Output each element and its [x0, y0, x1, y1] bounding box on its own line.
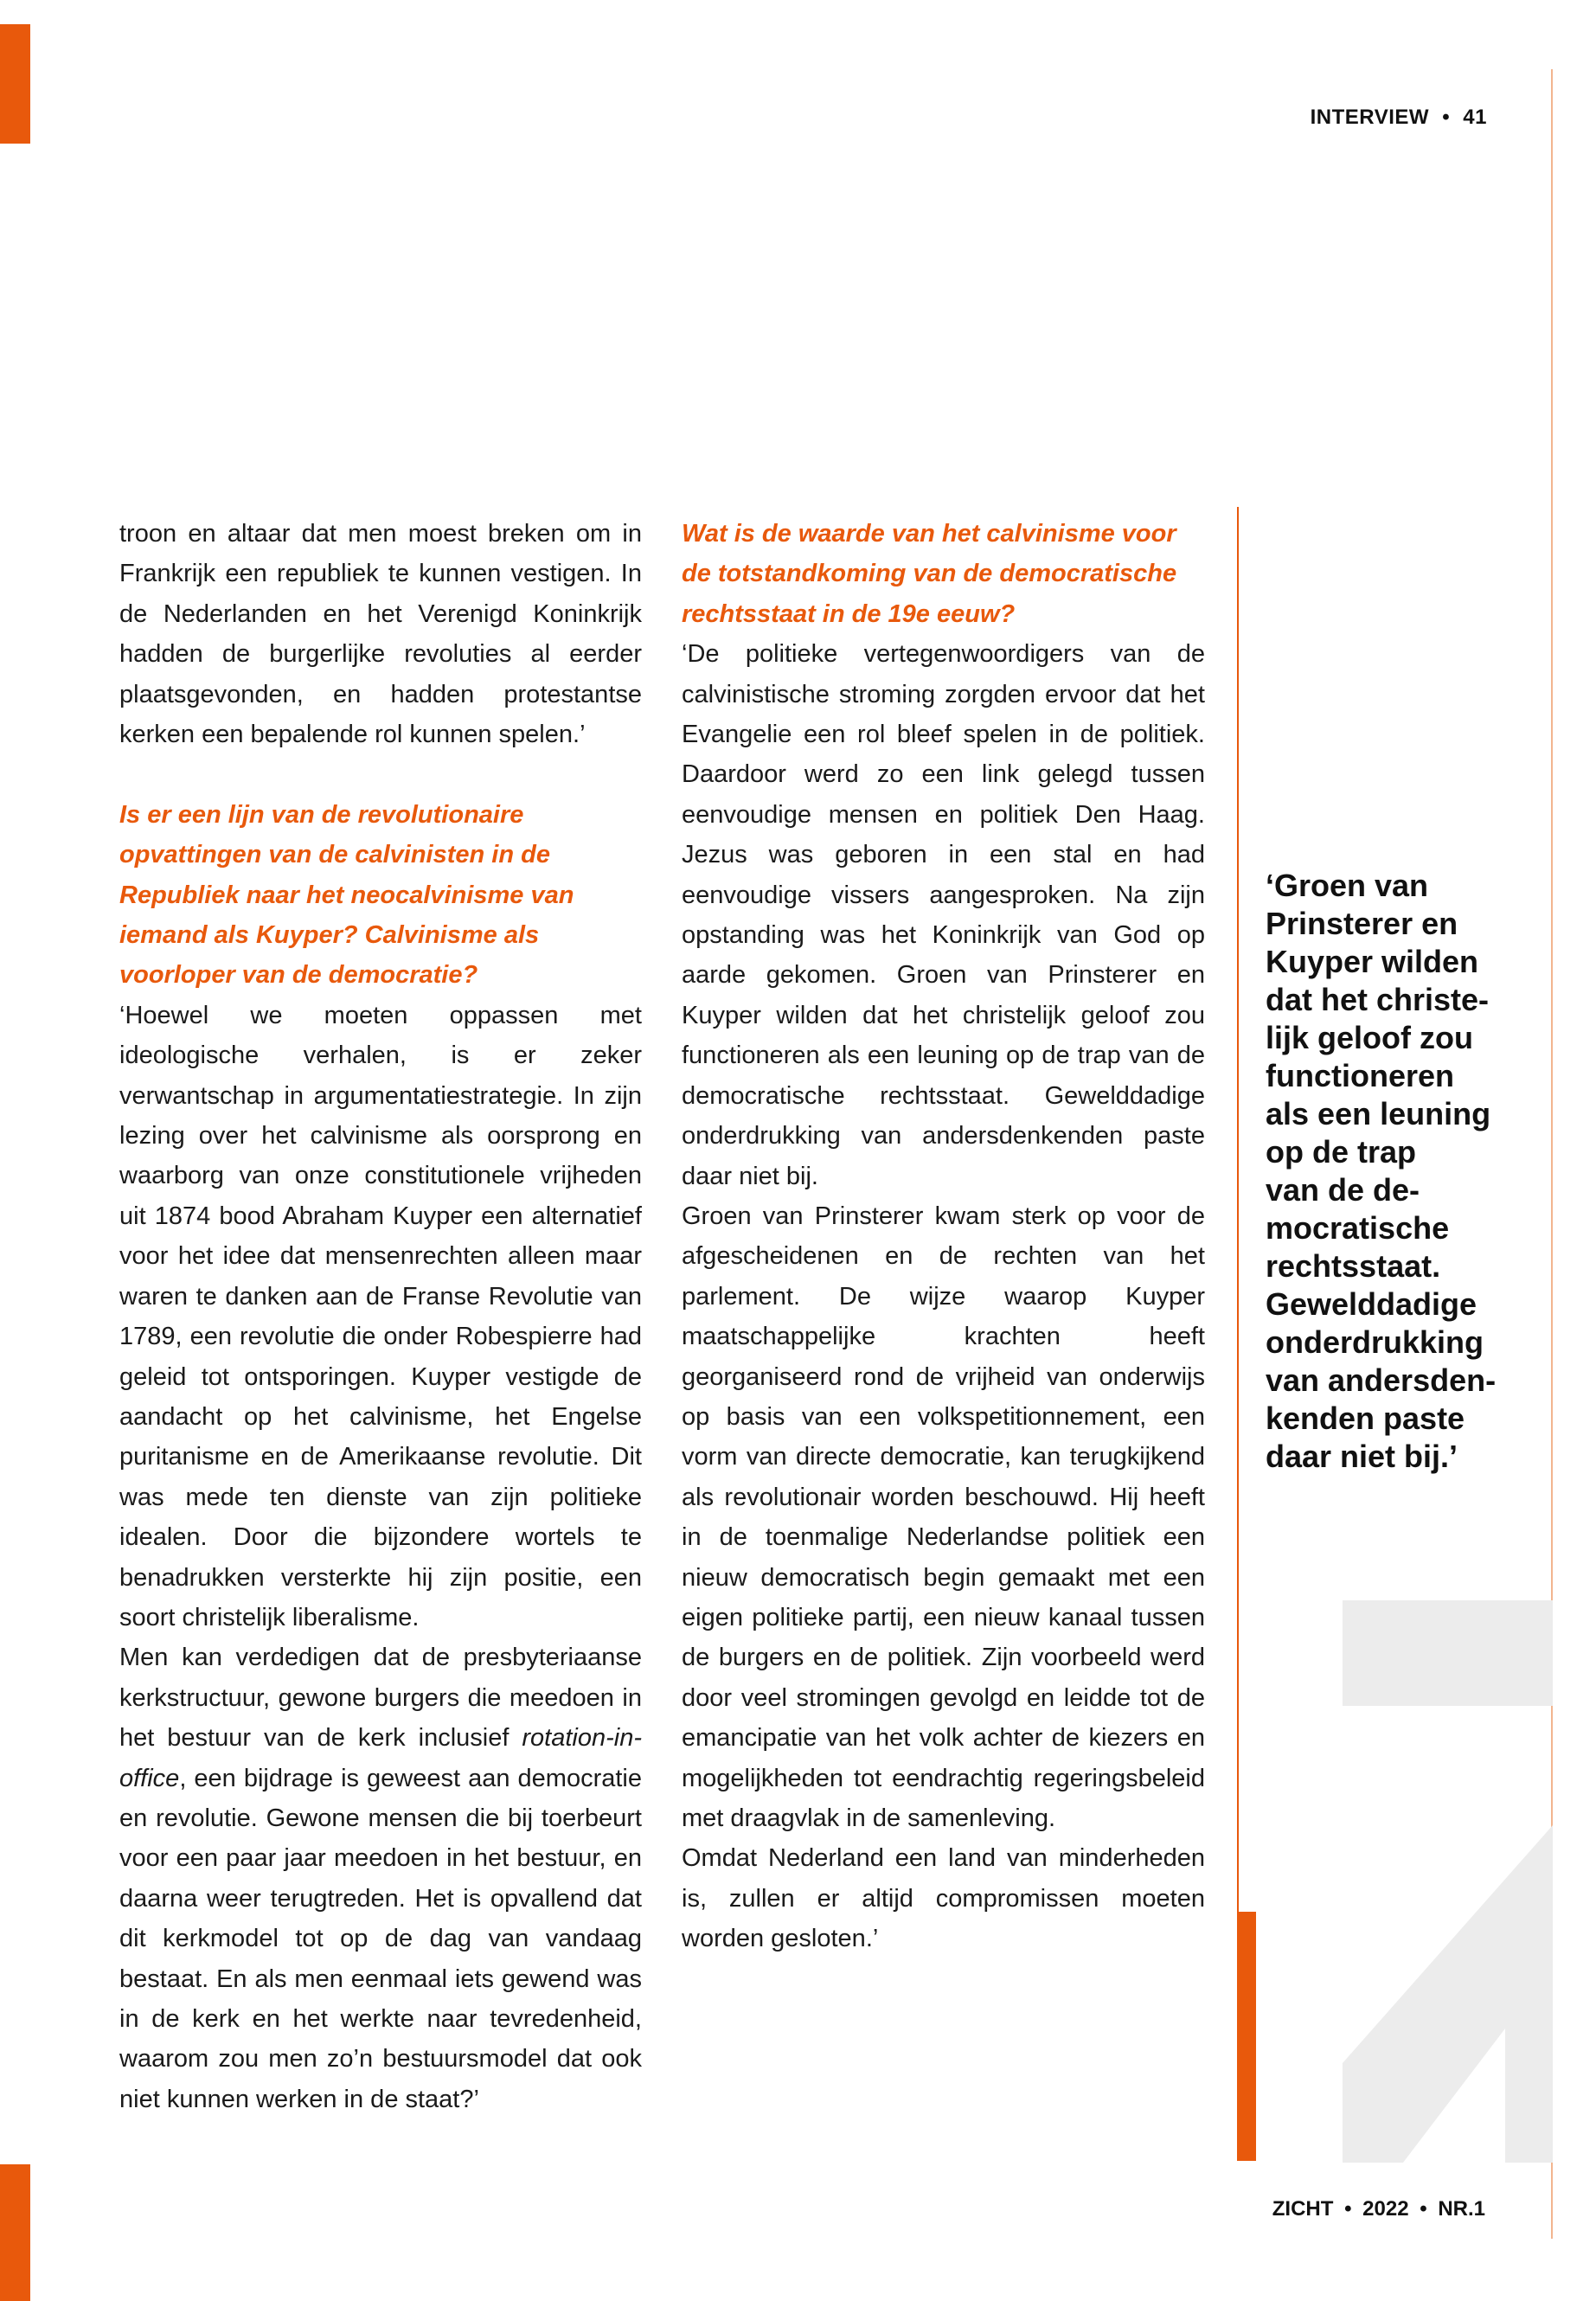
z-shape-top-block — [1343, 1600, 1553, 1706]
pull-quote-line: als een leuning — [1266, 1096, 1491, 1131]
sidebar-accent-block — [1237, 1912, 1256, 2161]
section-label: INTERVIEW — [1310, 106, 1430, 129]
pull-quote-line: op de trap — [1266, 1134, 1417, 1170]
header-separator: • — [1442, 106, 1451, 129]
paragraph: ‘Hoewel we moeten oppassen met ideologische verhalen, is er zeker verwantschap in argumentatiestrategie. In zijn lezing over het calvinisme als oorsprong en waarborg van onze constitutionele vrijheden uit 1874 bood Abraham Kuyper een alternatief voor het idee dat mensenrechten alleen maar waren te danken aan de Franse Revolutie van 1789, een revolutie die onder Robespierre had geleid tot ontsporingen. Kuyper vestigde de aandacht op het calvinisme, het Engelse puritanisme en de Amerikaanse revolutie. Dit was mede ten dienste van zijn politieke idealen. Door die bijzondere wortels te benadrukken versterkte hij zijn positie, een soort christelijk liberalisme. — [119, 1001, 642, 1631]
pull-quote-line: functioneren — [1266, 1058, 1455, 1093]
pull-quote-line: kenden paste — [1266, 1400, 1465, 1436]
accent-bar-bottom-left — [0, 2164, 30, 2301]
pull-quote-line: Kuyper wilden — [1266, 944, 1479, 979]
pull-quote-line: van de de- — [1266, 1172, 1420, 1208]
text-column-2 — [682, 514, 1205, 1959]
accent-bar-top-left — [0, 24, 30, 144]
paragraph: Groen van Prinsterer kwam sterk op voor de afgescheidenen en de rechten van het parlement. De wijze waarop Kuyper maatschappelijke krachten heeft georganiseerd rond de vrijheid van onderwijs op basis van een volkspetitionnement, een vorm van directe democratie, kan terugkijkend als revolutionair worden beschouwd. Hij heeft in de toenmalige Nederlandse politiek een nieuw democratisch begin gemaakt met een eigen politieke partij, een nieuw kanaal tussen de burgers en de politiek. Zijn voorbeeld werd door veel stromingen gevolgd en leidde tot de emancipatie van het volk achter de kiezers en mogelijkheden tot eendrachtig regeringsbeleid met draagvlak in de samenleving. — [682, 1202, 1205, 1832]
z-shape-diagonal — [1343, 1825, 1553, 2163]
italic-term: rotation-in-office — [119, 1724, 642, 1792]
pull-quote-line: van andersden- — [1266, 1362, 1497, 1398]
text-column-1 — [119, 514, 642, 2119]
paragraph: troon en altaar dat men moest breken om in Frankrijk een republiek te kunnen vestigen. In de Nederlanden en het Verenigd Koninkrijk hadden de burgerlijke revoluties al eerder plaatsgevonden, en hadden protestantse kerken een bepalende rol kunnen spelen.’ — [119, 520, 642, 749]
pull-quote-line: daar niet bij.’ — [1266, 1439, 1458, 1474]
issue-number: NR.1 — [1438, 2197, 1485, 2221]
page-edge-rule — [1551, 69, 1553, 2239]
page-number: 41 — [1463, 106, 1487, 129]
footer-separator: • — [1344, 2197, 1352, 2221]
issue-year: 2022 — [1362, 2197, 1409, 2221]
pull-quote-line: Prinsterer en — [1266, 906, 1458, 941]
pull-quote-line: onderdrukking — [1266, 1324, 1484, 1360]
paragraph: ‘De politieke vertegenwoordigers van de calvinistische stroming zorgden ervoor dat het Evangelie een rol bleef spelen in de politiek. Daardoor werd zo een link gelegd tussen eenvoudige mensen en politiek Den Haag. Jezus was geboren in een stal en had eenvoudige vissers aangesproken. Na zijn opstanding was het Koninkrijk van God op aarde gekomen. Groen van Prinsterer en Kuyper wilden dat het christelijk geloof zou functioneren als een leuning op de trap van de democratische rechtsstaat. Gewelddadige onderdrukking van andersdenkenden paste daar niet bij. — [682, 640, 1205, 1190]
magazine-name: ZICHT — [1272, 2197, 1334, 2221]
pull-quote-line: rechtsstaat. — [1266, 1248, 1441, 1284]
interview-question: Wat is de waarde van het calvinisme voor de totstandkoming van de democratische rechtsstaat in de 19e eeuw? — [682, 520, 1177, 628]
footer-separator: • — [1420, 2197, 1427, 2221]
pull-quote-line: ‘Groen van — [1266, 868, 1429, 903]
pull-quote-line: Gewelddadige — [1266, 1286, 1477, 1322]
running-header — [1311, 106, 1487, 130]
text-run: Men kan verdedigen dat de presbyteriaanse kerkstructuur, gewone burgers die meedoen in het bestuur van de kerk inclusief — [119, 1644, 642, 1753]
text-run: , een bijdrage is geweest aan democratie en revolutie. Gewone mensen die bij toerbeurt voor een paar jaar meedoen in het bestuur, en daarna weer terugtreden. Het is opvallend dat dit kerkmodel tot op de dag van vandaag bestaat. En als men eenmaal iets gewend was in de kerk en het werkte naar tevredenheid, waarom zou men zo’n bestuursmodel dat ook niet kunnen werken in de staat?’ — [119, 1764, 642, 2113]
interview-question: Is er een lijn van de revolutionaire opvattingen van de calvinisten in de Republiek naar het neocalvinisme van iemand als Kuyper? Calvinisme als voorloper van de democratie? — [119, 800, 574, 990]
paragraph — [119, 1638, 642, 2119]
pull-quote-line: mocratische — [1266, 1210, 1450, 1246]
paragraph: Omdat Nederland een land van minderheden is, zullen er altijd compromissen moeten worden gesloten.’ — [682, 1844, 1205, 1953]
pull-quote-line: dat het christe- — [1266, 982, 1490, 1017]
pull-quote-line: lijk geloof zou — [1266, 1020, 1473, 1055]
running-footer — [1272, 2197, 1485, 2221]
pull-quote — [1266, 867, 1534, 1476]
